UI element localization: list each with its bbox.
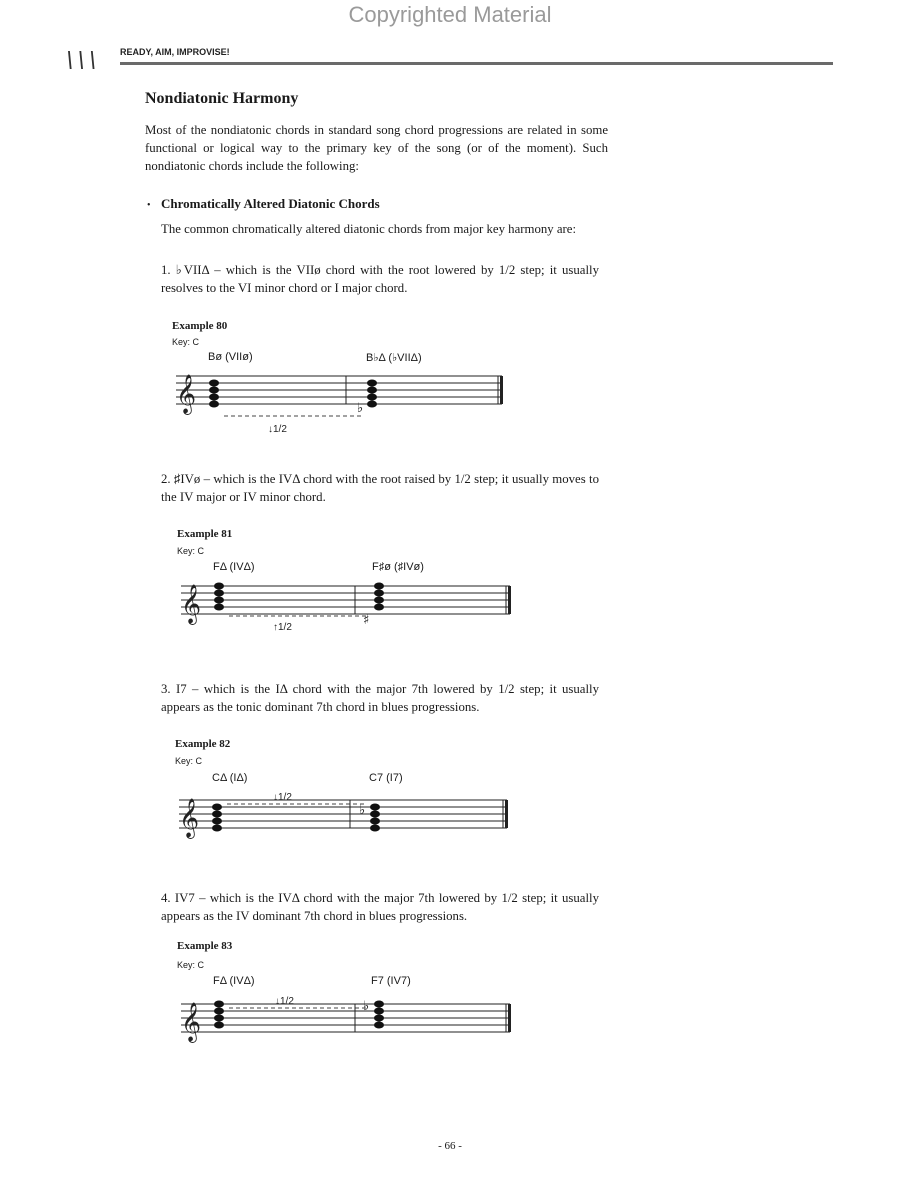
- running-head-ornament: \\\: [63, 48, 103, 73]
- motion-label: ↓1/2: [275, 996, 294, 1007]
- page-number: - 66 -: [438, 1140, 462, 1152]
- treble-clef-icon: 𝄞: [176, 374, 197, 414]
- header-rule: [120, 62, 833, 65]
- sharp-icon: ♯: [363, 613, 370, 628]
- intro-paragraph: Most of the nondiatonic chords in standard song chord progressions are related in some functional or logical way to the primary key of the song (or of the moment). Such nondiatonic chords include the following:: [145, 123, 608, 173]
- chord-symbol: F♯ø (♯IVø): [372, 561, 424, 573]
- flat-icon: ♭: [357, 401, 364, 416]
- key-label: Key: C: [177, 546, 205, 556]
- treble-clef-icon: 𝄞: [179, 798, 200, 838]
- example-label: Example 80: [172, 320, 228, 332]
- chord-notes: [212, 804, 380, 832]
- chord-symbol: FΔ (IVΔ): [213, 561, 255, 573]
- chord-notes: [214, 1001, 384, 1029]
- key-label: Key: C: [177, 960, 205, 970]
- chord-symbol: F7 (IV7): [371, 975, 411, 987]
- music-staff: [172, 370, 512, 440]
- flat-icon: ♭: [359, 803, 366, 818]
- music-staff: [175, 786, 515, 846]
- watermark: Copyrighted Material: [348, 2, 552, 27]
- list-item: 4. IV7 – which is the IVΔ chord with the major 7th lowered by 1/2 step; it usually appears as the IV dominant 7th chord in blues progressions.: [161, 891, 599, 923]
- chord-symbol: Bø (VIIø): [208, 351, 253, 363]
- chord-symbol: FΔ (IVΔ): [213, 975, 255, 987]
- music-staff: [177, 990, 517, 1050]
- motion-label: ↑1/2: [273, 622, 292, 633]
- bullet-icon: •: [147, 200, 151, 211]
- motion-label: ↓1/2: [273, 792, 292, 803]
- music-staff: [177, 580, 517, 650]
- chord-symbol: C7 (I7): [369, 772, 403, 784]
- chord-notes: [209, 380, 377, 408]
- chord-symbol: CΔ (IΔ): [212, 772, 248, 784]
- treble-clef-icon: 𝄞: [181, 584, 202, 624]
- motion-label: ↓1/2: [268, 424, 287, 435]
- treble-clef-icon: 𝄞: [181, 1002, 202, 1042]
- example-label: Example 81: [177, 528, 233, 540]
- section-title: Nondiatonic Harmony: [145, 90, 299, 107]
- example-label: Example 83: [177, 940, 233, 952]
- flat-icon: ♭: [363, 999, 370, 1014]
- chord-symbol: B♭Δ (♭VIIΔ): [366, 352, 422, 364]
- list-item: 3. I7 – which is the IΔ chord with the major 7th lowered by 1/2 step; it usually appears as the tonic dominant 7th chord in blues progressions.: [161, 682, 599, 714]
- list-item: 1. ♭VIIΔ – which is the VIIø chord with the root lowered by 1/2 step; it usually resolves to the VI minor chord or I major chord.: [161, 263, 599, 295]
- key-label: Key: C: [175, 756, 203, 766]
- key-label: Key: C: [172, 337, 200, 347]
- running-head: READY, AIM, IMPROVISE!: [120, 47, 230, 57]
- list-item: 2. ♯IVø – which is the IVΔ chord with the root raised by 1/2 step; it usually moves to the IV major or IV minor chord.: [161, 472, 599, 504]
- lead-paragraph: The common chromatically altered diatonic chords from major key harmony are:: [161, 222, 577, 236]
- chord-notes: [214, 583, 384, 611]
- example-label: Example 82: [175, 738, 231, 750]
- subsection-heading: Chromatically Altered Diatonic Chords: [161, 196, 380, 211]
